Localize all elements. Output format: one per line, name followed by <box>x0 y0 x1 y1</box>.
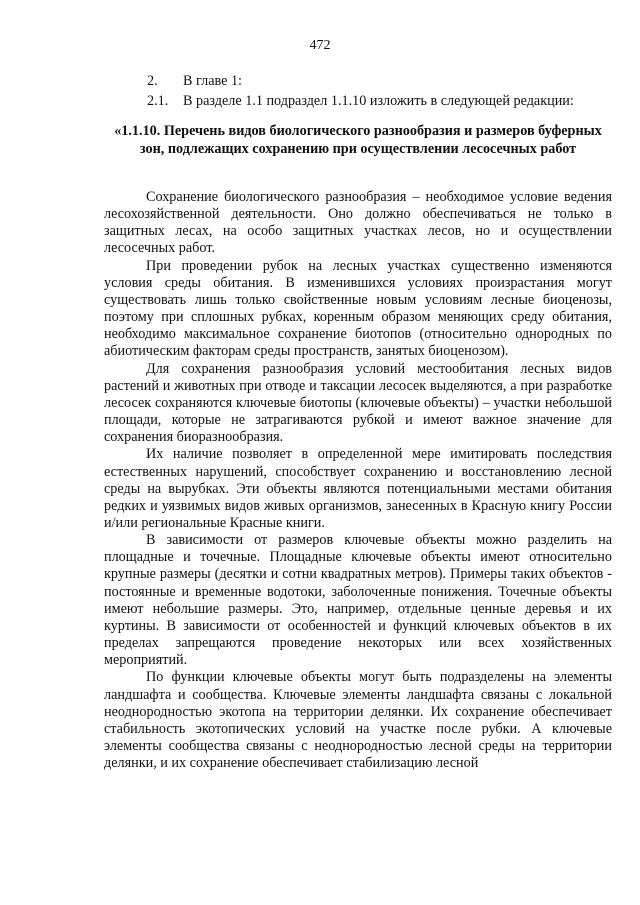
paragraph: По функции ключевые объекты могут быть подразделены на элементы ландшафта и сообщества. Ключевые элементы ландшафта связаны с локальной неоднородностью экотопа на территории делянки. Их сохранение обеспечивает стабильность экотопических условий на участке после рубки. А ключевые элементы сообщества связаны с неоднородностью лесной среды на территории делянки, и их сохранение обеспечивает стабилизацию лесной <box>104 669 612 772</box>
list-item-number: 2. <box>147 73 158 89</box>
body-text <box>104 189 612 772</box>
paragraph: В зависимости от размеров ключевые объекты можно разделить на площадные и точечные. Площадные ключевые объекты имеют относительно крупные размеры (десятки и сотни квадратных метров). Примеры таких объектов - постоянные и временные водотоки, заболоченные понижения. Точечные объекты имеют небольшие размеры. Это, например, отдельные ценные деревья и их куртины. В зависимости от особенностей и функций ключевых объектов в их пределах запрещаются проведение некоторых или всех хозяйственных мероприятий. <box>104 532 612 669</box>
paragraph: Сохранение биологического разнообразия – необходимое условие ведения лесохозяйственной деятельности. Оно должно обеспечиваться не только в защитных лесах, на особо защитных участках лесов, но и осуществлении лесосечных работ. <box>104 189 612 257</box>
paragraph: Для сохранения разнообразия условий местообитания лесных видов растений и животных при отводе и таксации лесосек выделяются, а при разработке лесосек сохраняются ключевые биотопы (ключевые объекты) – участки небольшой площади, которые не затрагиваются рубкой и имеют важное значение для сохранения биоразнообразия. <box>104 360 612 446</box>
list-item-2 <box>147 72 242 90</box>
paragraph: При проведении рубок на лесных участках существенно изменяются условия среды обитания. В изменившихся условиях произрастания могут существовать лишь только свойственные новым условиям лесные биоценозы, поэтому при сплошных рубках, коренным образом меняющих среду обитания, необходимо максимальное сохранение биотопов (относительно однородных по абиотическим факторам среды пространств, занятых биоценозом). <box>104 257 612 360</box>
section-heading: «1.1.10. Перечень видов биологического разнообразия и размеров буферных зон, подлежащих сохранению при осуществлении лесосечных работ <box>114 123 602 157</box>
paragraph: Их наличие позволяет в определенной мере имитировать последствия естественных нарушений, способствует сохранению и восстановлению лесной среды на вырубках. Эти объекты являются потенциальными местами обитания редких и уязвимых видов живых организмов, занесенных в Красную книгу России и/или региональные Красные книги. <box>104 446 612 531</box>
list-item-number: 2.1. <box>147 93 169 109</box>
list-item-2-1 <box>147 92 574 110</box>
list-item-text: В разделе 1.1 подраздел 1.1.10 изложить в следующей редакции: <box>183 93 574 109</box>
page-number: 472 <box>309 38 331 53</box>
list-item-text: В главе 1: <box>183 73 242 89</box>
